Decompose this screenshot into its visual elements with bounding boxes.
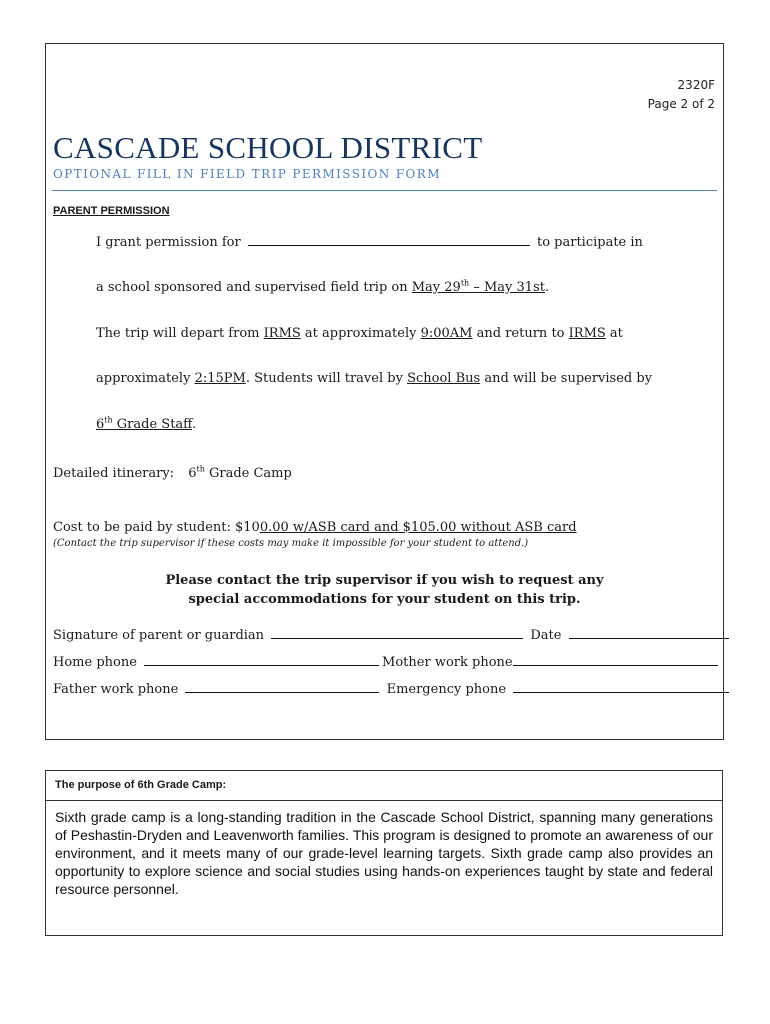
date-label: Date — [530, 628, 562, 643]
transport-mode: School Bus — [407, 371, 481, 386]
trip-dates: May 29th – May 31st — [411, 278, 545, 295]
father-phone-label: Father work phone — [53, 682, 179, 697]
return-line: approximately 2:15PM. Students will travel by School Bus and will be supervised by — [96, 371, 653, 386]
mother-phone-label: Mother work phone — [382, 655, 513, 670]
trip-date-line: a school sponsored and supervised field trip on May 29th – May 31st. — [96, 278, 550, 295]
title-divider — [52, 190, 717, 191]
grant-line: I grant permission for to participate in — [96, 235, 643, 250]
itinerary-label: Detailed itinerary: — [53, 466, 175, 481]
home-phone-label: Home phone — [53, 655, 137, 670]
form-title: OPTIONAL FILL IN FIELD TRIP PERMISSION FORM — [53, 167, 441, 181]
page-id — [648, 76, 715, 114]
home-phone-field[interactable] — [144, 654, 379, 666]
student-name-field[interactable] — [248, 234, 530, 246]
return-time: 2:15PM — [194, 371, 246, 386]
accommodations-notice: Please contact the trip supervisor if you wish to request any special accommodations for your student on this trip. — [165, 573, 604, 607]
return-location: IRMS — [568, 326, 606, 341]
itinerary-line — [53, 466, 292, 481]
depart-location: IRMS — [263, 326, 301, 341]
signature-label: Signature of parent or guardian — [53, 628, 265, 643]
itinerary-value: 6th Grade Camp — [188, 464, 292, 481]
supervisor: 6th Grade Staff — [96, 415, 192, 432]
emergency-phone-label: Emergency phone — [386, 682, 507, 697]
cost-note: (Contact the trip supervisor if these costs may make it impossible for your student to attend.) — [53, 538, 529, 549]
home-phone-row — [53, 654, 721, 670]
permission-form — [45, 43, 724, 740]
father-phone-row — [53, 681, 732, 697]
supervisor-line: 6th Grade Staff. — [96, 415, 197, 432]
emergency-phone-field[interactable] — [513, 681, 729, 693]
purpose-body: Sixth grade camp is a long-standing tradition in the Cascade School District, spanning many generations of Peshastin-Dryden and Leavenworth families. This program is designed to promote an awareness of our environment, and it meets many of our grade-level learning targets. Sixth grade camp also provides an opportunity to explore science and social studies using hands-on experiences taught by state and federal resource personnel. — [55, 809, 713, 897]
departure-line: The trip will depart from IRMS at approximately 9:00AM and return to IRMS at — [96, 326, 623, 341]
form-number: 2320F — [677, 78, 715, 92]
purpose-divider — [46, 800, 722, 801]
purpose-title: The purpose of 6th Grade Camp: — [55, 779, 227, 791]
purpose-box — [45, 770, 723, 936]
signature-field[interactable] — [271, 627, 523, 639]
parent-permission-label: PARENT PERMISSION — [53, 205, 170, 217]
depart-time: 9:00AM — [420, 326, 473, 341]
date-field[interactable] — [569, 627, 729, 639]
page-info: Page 2 of 2 — [647, 97, 715, 111]
mother-phone-field[interactable] — [513, 654, 718, 666]
signature-row — [53, 627, 732, 643]
district-title: CASCADE SCHOOL DISTRICT — [53, 130, 483, 165]
cost-line: Cost to be paid by student: $100.00 w/ASB card and $105.00 without ASB card — [53, 520, 577, 535]
father-phone-field[interactable] — [185, 681, 379, 693]
